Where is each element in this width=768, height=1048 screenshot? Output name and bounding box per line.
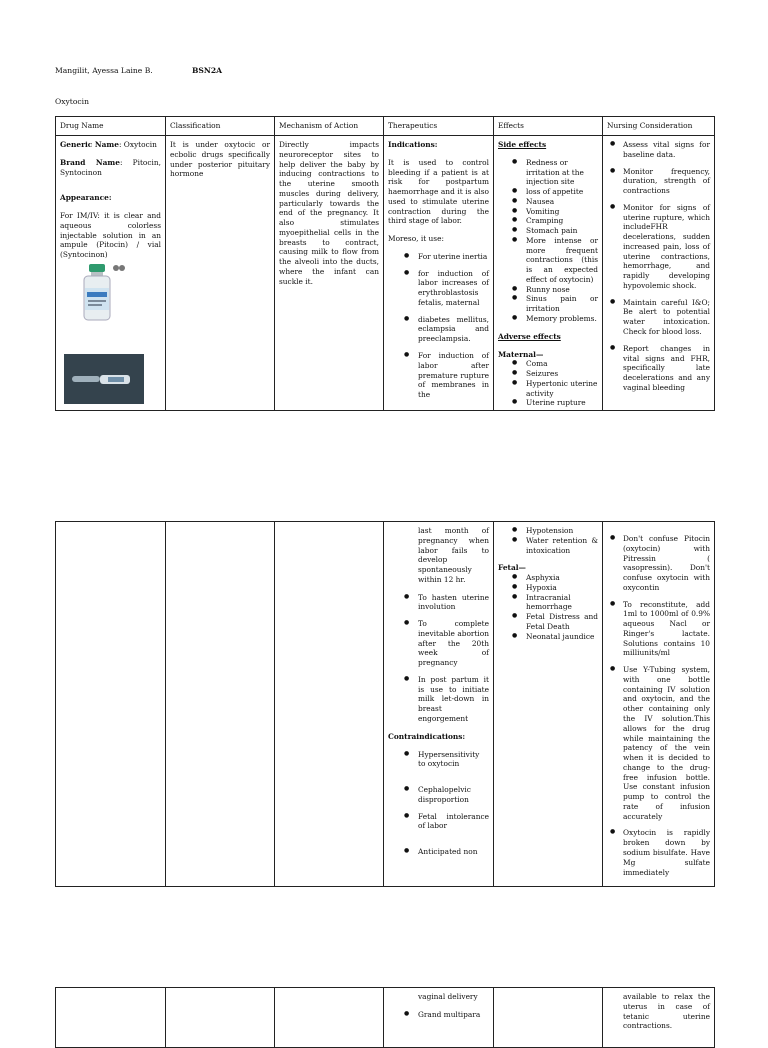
vial-cap-icons xyxy=(112,264,126,272)
generic-name-label: Generic Name xyxy=(60,140,119,149)
list-item: ● Use Y-Tubing system, with one bottle containing IV solution and oxytocin, and the other containing only the IV solution.This allows for the drug while maintaining the patency of the vein when it is decided to change to the drug-free infusion bottle. Use constant infusion pump to control the rate of infusion accurately xyxy=(607,665,710,821)
classification-cell: It is under oxytocic or ecbolic drugs specifically under posterior pituitary hormone xyxy=(166,136,275,411)
col-mechanism: Mechanism of Action xyxy=(275,117,384,136)
list-item: ● Coma xyxy=(498,359,598,369)
empty-cell xyxy=(56,522,166,887)
therapeutics-cell xyxy=(384,522,494,887)
list-item: ● Stomach pain xyxy=(498,226,598,236)
list-item: ● Cramping xyxy=(498,216,598,226)
col-effects: Effects xyxy=(494,117,603,136)
therapeutics-continued: last month of pregnancy when labor fails to develop spontaneously within 12 hr. xyxy=(418,526,489,584)
therapeutics-continued: vaginal delivery xyxy=(418,992,478,1001)
list-item: ● Fetal Distress and Fetal Death xyxy=(498,612,598,632)
col-drug-name: Drug Name xyxy=(56,117,166,136)
col-therapeutics: Therapeutics xyxy=(384,117,494,136)
student-name: Mangilit, Ayessa Laine B. xyxy=(55,66,153,75)
col-classification: Classification xyxy=(166,117,275,136)
list-item: ● Oxytocin is rapidly broken down by sodium bisulfate. Have Mg sulfate immediately xyxy=(607,828,710,877)
list-item: ● Monitor for signs of uterine rupture, which includeFHR decelerations, sudden increased pain, loss of uterine contractions, hemorrhage, and rapidly developing hypovolemic shock. xyxy=(607,203,710,291)
nursing-cell xyxy=(603,522,715,887)
fetal-label: Fetal— xyxy=(498,563,526,573)
list-item: ● Don't confuse Pitocin (oxytocin) with Pitressin ( vasopressin). Don't confuse oxytocin with oxycontin xyxy=(607,534,710,593)
list-item: ● Assess vital signs for baseline data. xyxy=(607,140,710,160)
list-item: ● Memory problems. xyxy=(498,314,598,324)
list-item: ● loss of appetite xyxy=(498,187,598,197)
list-item: ● More intense or more frequent contractions (this is an expected effect of oxytocin) xyxy=(498,236,598,285)
table-row xyxy=(56,988,715,1048)
moreso-text: Moreso, it use: xyxy=(388,234,444,244)
pitocin-vial-image xyxy=(80,264,114,322)
brand-name-label: Brand Name xyxy=(60,157,120,167)
empty-cell xyxy=(494,988,603,1048)
list-item: ● Sinus pain or irritation xyxy=(498,294,598,314)
list-item: ● Runny nose xyxy=(498,285,598,295)
side-effects-label: Side effects xyxy=(498,140,547,149)
list-item: ● Monitor frequency, duration, strength of contractions xyxy=(607,167,710,196)
table-header-row xyxy=(56,117,715,136)
list-item: ● Intracranial hemorrhage xyxy=(498,593,598,613)
table-row xyxy=(56,522,715,887)
nursing-cell xyxy=(603,988,715,1048)
drug-study-table-page1 xyxy=(55,116,715,411)
list-item: ● To complete inevitable abortion after the 20th week of pregnancy xyxy=(388,619,489,668)
col-nursing: Nursing Consideration xyxy=(603,117,715,136)
effects-cell xyxy=(494,522,603,887)
indications-text: It is used to control bleeding if a patient is at risk for postpartum haemorrhage and it is also used to stimulate uterine contraction during the third stage of labor. xyxy=(388,157,489,226)
list-item: ● For induction of labor after premature rupture of membranes in the xyxy=(388,351,489,400)
empty-cell xyxy=(166,988,275,1048)
list-item: ● Hypertonic uterine activity xyxy=(498,379,598,399)
list-item: ● Cephalopelvic disproportion xyxy=(388,785,489,805)
section-label: BSN2A xyxy=(192,66,223,75)
indications-label: Indications: xyxy=(388,140,438,149)
generic-name-value: : Oxytocin xyxy=(118,140,157,149)
maternal-label: Maternal— xyxy=(498,349,544,359)
list-item: ● To hasten uterine involution xyxy=(388,593,489,613)
list-item: ● Anticipated non xyxy=(388,847,489,857)
list-item: ● Redness or irritation at the injection site xyxy=(498,158,598,187)
drug-title: Oxytocin xyxy=(55,97,89,106)
empty-cell xyxy=(56,988,166,1048)
list-item: ● Hypersensitivity to oxytocin xyxy=(388,750,489,770)
nursing-cell xyxy=(603,136,715,411)
appearance-label: Appearance: xyxy=(60,193,112,203)
list-item: ● diabetes mellitus, eclampsia and preeclampsia. xyxy=(388,315,489,344)
ampule-icon xyxy=(64,354,144,404)
list-item: ● Vomiting xyxy=(498,207,598,217)
adverse-effects-label: Adverse effects xyxy=(498,331,561,341)
list-item: ● Report changes in vital signs and FHR, specifically late decelerations and any vaginal bleeding xyxy=(607,344,710,393)
list-item: ● Asphyxia xyxy=(498,573,598,583)
brand-name-value: : Pitocin, Syntocinon xyxy=(60,157,161,177)
empty-cell xyxy=(166,522,275,887)
list-item: ● Uterine rupture xyxy=(498,398,598,408)
list-item: ● Nausea xyxy=(498,197,598,207)
list-item: ● Neonatal jaundice xyxy=(498,632,598,642)
list-item: ● Hypoxia xyxy=(498,583,598,593)
list-item: ● Seizures xyxy=(498,369,598,379)
therapeutics-cell xyxy=(384,136,494,411)
list-item: ● for induction of labor increases of erythroblastosis fetalis, maternal xyxy=(388,269,489,308)
empty-cell xyxy=(275,522,384,887)
drug-study-table-page3 xyxy=(55,987,715,1048)
list-item: ● Hypotension xyxy=(498,526,598,536)
mechanism-cell: Directly impacts neuroreceptor sites to help deliver the baby by inducing contractions to the uterine smooth muscles during delivery, particularly towards the end of the pregnancy. It also stimulates myoepithelial cells in the breasts to contract, causing milk to flow from the alveoli into the ducts, where the infant can suckle it. xyxy=(275,136,384,411)
list-item: ● To reconstitute, add 1ml to 1000ml of 0.9% aqueous Nacl or Ringer's lactate. Solutions contains 10 milliunits/ml xyxy=(607,600,710,659)
drug-study-table-page2 xyxy=(55,521,715,887)
empty-cell xyxy=(275,988,384,1048)
list-item: ● For uterine inertia xyxy=(388,252,489,262)
contraindications-label: Contraindications: xyxy=(388,731,466,741)
list-item: ● Maintain careful I&O; Be alert to potential water intoxication. Check for blood loss. xyxy=(607,298,710,337)
list-item: ● In post partum it is use to initiate milk let-down in breast engorgement xyxy=(388,675,489,724)
nursing-continued: available to relax the uterus in case of tetanic uterine contractions. xyxy=(623,992,710,1031)
list-item: ● Fetal intolerance of labor xyxy=(388,812,489,832)
appearance-text: For IM/IV: it is clear and aqueous colorless injectable solution in an ampule (Pitocin) / vial (Syntocinon) xyxy=(60,211,161,260)
therapeutics-cell xyxy=(384,988,494,1048)
list-item: ● Grand multipara xyxy=(388,1010,489,1020)
effects-cell xyxy=(494,136,603,411)
table-row xyxy=(56,136,715,411)
list-item: ● Water retention & intoxication xyxy=(498,536,598,556)
ampule-image xyxy=(64,354,144,404)
